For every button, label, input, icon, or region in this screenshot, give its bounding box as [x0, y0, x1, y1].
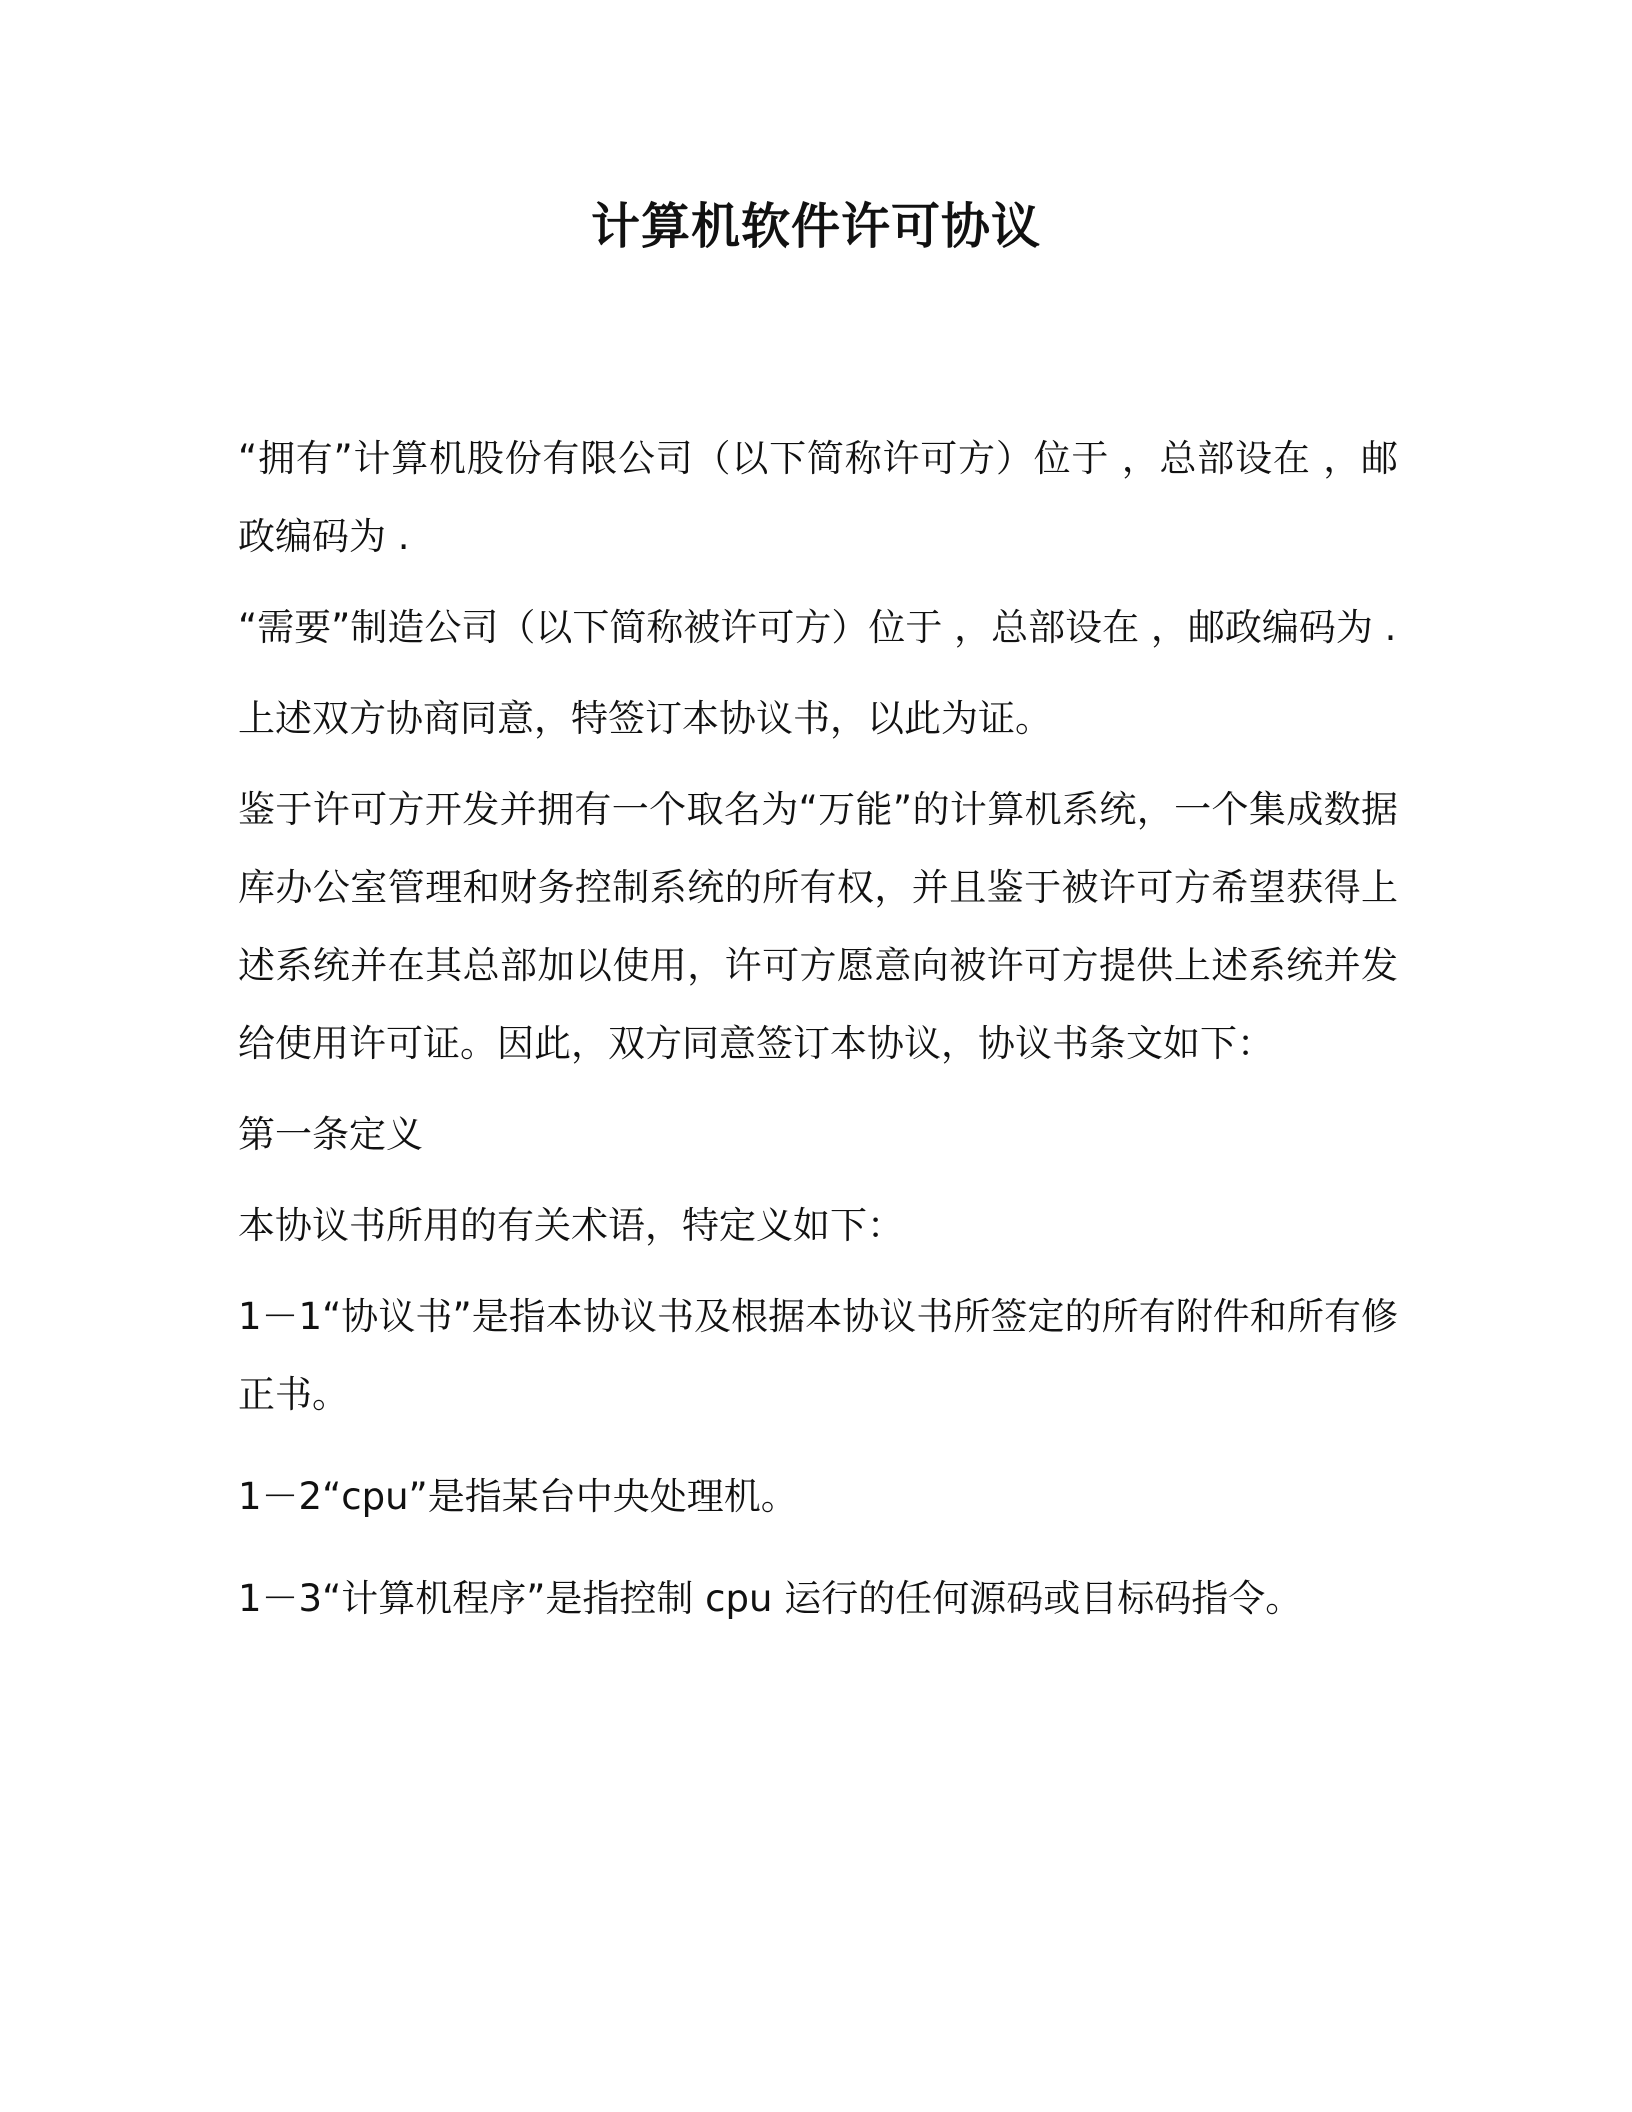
section-heading-definitions: 第一条定义	[238, 1113, 423, 1156]
paragraph-definitions-intro: 本协议书所用的有关术语，特定义如下：	[238, 1204, 904, 1247]
paragraph-licensor: “拥有”计算机股份有限公司（以下简称许可方）位于 ，总部设在 ，邮政编码为 .	[238, 437, 1398, 558]
document-body	[238, 420, 1398, 1651]
paragraph-recitals: 鉴于许可方开发并拥有一个取名为“万能”的计算机系统，一个集成数据库办公室管理和财务控制系统的所有权，并且鉴于被许可方希望获得上述系统并在其总部加以使用，许可方愿意向被许可方提供上述系统并发给使用许可证。因此，双方同意签订本协议，协议书条文如下：	[238, 788, 1398, 1065]
definition-1-2: 1－2“cpu”是指某台中央处理机。	[238, 1475, 798, 1518]
paragraph-licensee: “需要”制造公司（以下简称被许可方）位于 ，总部设在 ，邮政编码为 .	[238, 606, 1397, 649]
definition-1-1: 1－1“协议书”是指本协议书及根据本协议书所签定的所有附件和所有修正书。	[238, 1295, 1398, 1416]
paragraph-agreement-intro: 上述双方协商同意，特签订本协议书，以此为证。	[238, 697, 1052, 740]
document-title: 计算机软件许可协议	[590, 198, 1041, 255]
definition-1-3: 1－3“计算机程序”是指控制 cpu 运行的任何源码或目标码指令。	[238, 1577, 1303, 1620]
